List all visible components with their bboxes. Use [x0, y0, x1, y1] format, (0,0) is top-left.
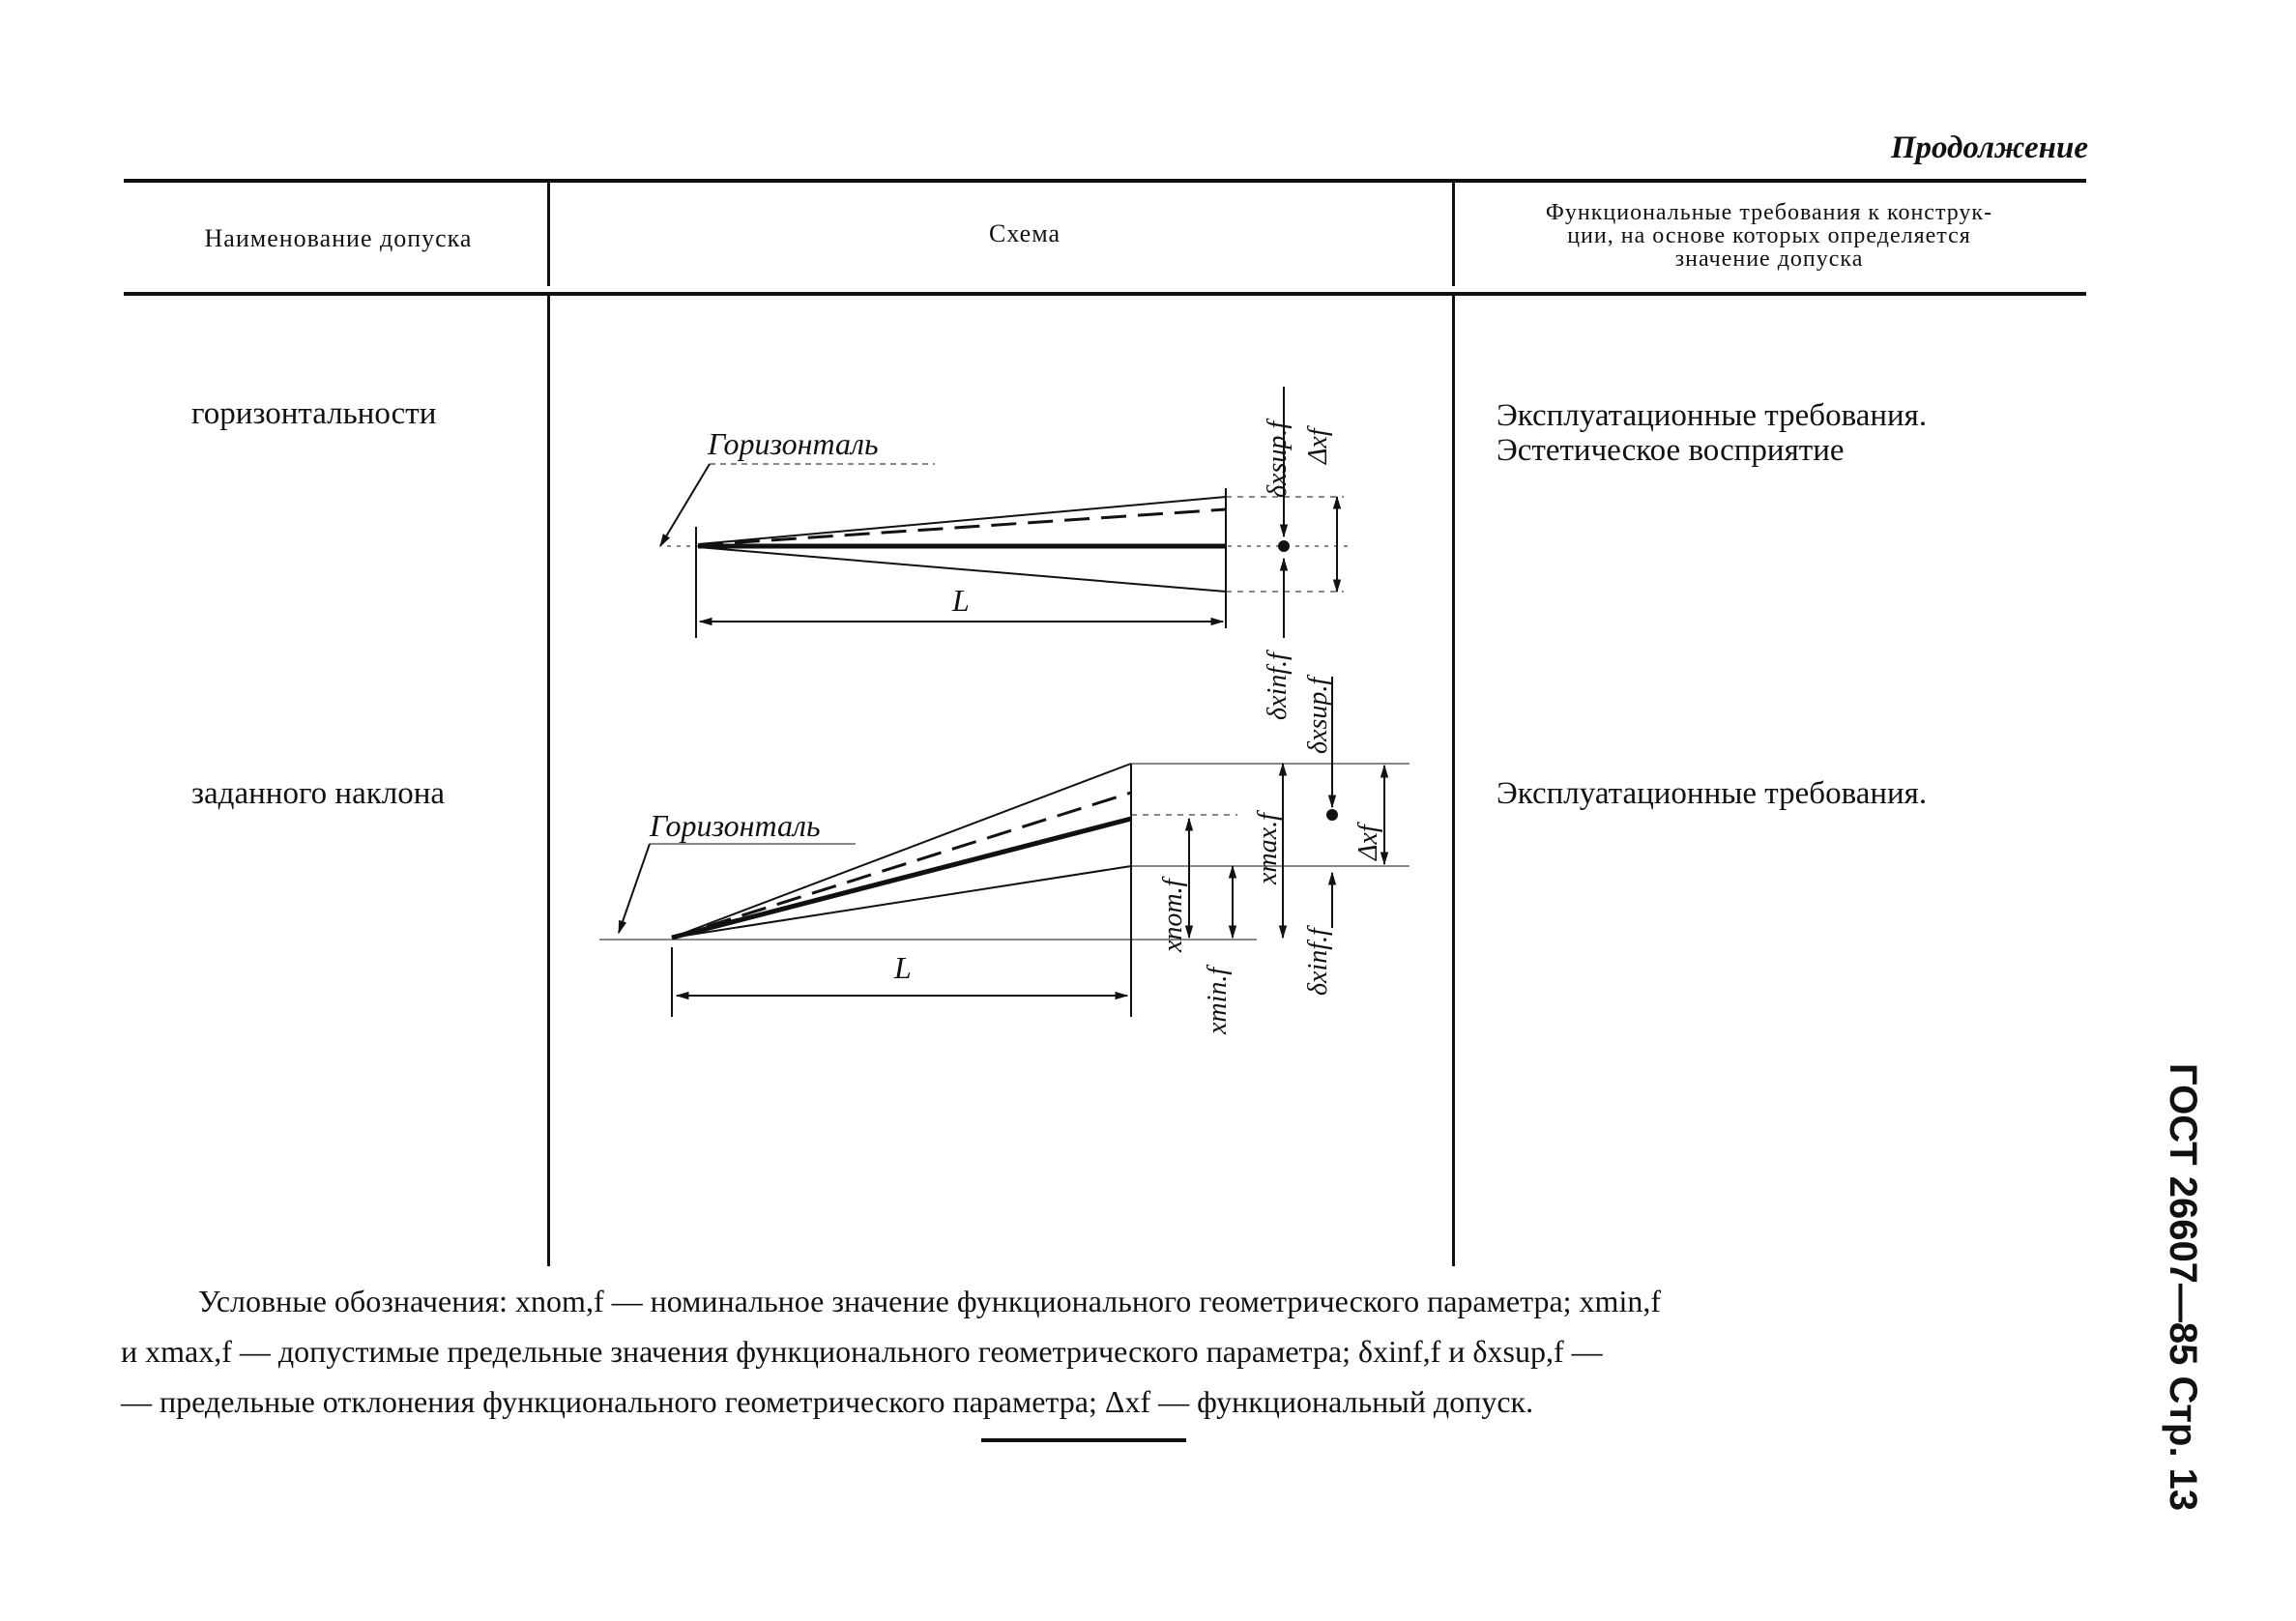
length-label: L — [952, 583, 970, 618]
end-rule — [981, 1438, 1186, 1442]
header-line: значение допуска — [1674, 246, 1864, 272]
length-label: L — [894, 950, 912, 985]
requirement-line: Эксплуатационные требования. — [1497, 776, 1928, 811]
d-sup-label: δxsup.f — [1303, 677, 1333, 754]
x-max-label: xmax.f — [1253, 813, 1283, 884]
side-stamp: ГОСТ 26607—85 Стр. 13 — [2162, 1063, 2204, 1512]
x-min-label: xmin.f — [1203, 967, 1233, 1034]
horizontal-label: Горизонталь — [708, 426, 879, 461]
slope-diagram — [599, 677, 1410, 1017]
header-line: ции, на основе которых определяется — [1567, 223, 1971, 248]
column-header-scheme: Схема — [988, 219, 1061, 247]
horizontal-label: Горизонталь — [650, 808, 821, 843]
requirement-line: Эксплуатационные требования. — [1497, 398, 1928, 433]
delta-label: Δxf — [1303, 428, 1333, 464]
legend-line: — предельные отклонения функционального геометрического параметра; Δxf — функциональный допуск. — [121, 1384, 1534, 1419]
d-inf-label: δxinf.f — [1303, 928, 1333, 996]
scheme-diagram — [551, 296, 1450, 1262]
reference-point — [1278, 540, 1290, 552]
leader-arrow — [660, 464, 710, 546]
legend-line: Условные обозначения: xnom,f — номинальное значение функционального геометрического параметра; xmin,f — [198, 1284, 1661, 1318]
row-name-horizontality: горизонтальности — [191, 396, 437, 431]
header-line: Функциональные требования к конструк- — [1545, 200, 1993, 225]
d-sup-label: δxsup.f — [1263, 420, 1293, 498]
d-inf-label: δxinf.f — [1263, 652, 1293, 720]
max-line-dashed — [698, 509, 1226, 545]
reference-point — [1326, 809, 1338, 821]
row-requirements-given-slope — [1497, 776, 1927, 811]
col-divider-2 — [1452, 296, 1455, 1266]
table-top-rule — [124, 179, 2086, 183]
column-header-requirements — [1460, 201, 2078, 271]
continuation-label: Продолжение — [1890, 130, 2088, 165]
upper-limit-line — [698, 497, 1226, 544]
column-header-name: Наименование допуска — [204, 224, 473, 252]
col-divider-1-header — [547, 182, 550, 286]
leader-arrow — [619, 844, 650, 933]
x-nom-label: xnom.f — [1158, 879, 1188, 952]
delta-label: Δxf — [1353, 825, 1383, 860]
upper-limit-line — [672, 764, 1131, 938]
col-divider-2-header — [1452, 182, 1455, 286]
horizontality-diagram — [660, 387, 1353, 638]
legend — [121, 1276, 2132, 1427]
row-name-given-slope: заданного наклона — [191, 776, 446, 811]
col-divider-1 — [547, 296, 550, 1266]
row-requirements-horizontality — [1497, 398, 1927, 468]
legend-line: и xmax,f — допустимые предельные значения функционального геометрического параметра; δxinf,f и δxsup,f — — [121, 1334, 1603, 1369]
requirement-line: Эстетическое восприятие — [1497, 433, 1845, 468]
